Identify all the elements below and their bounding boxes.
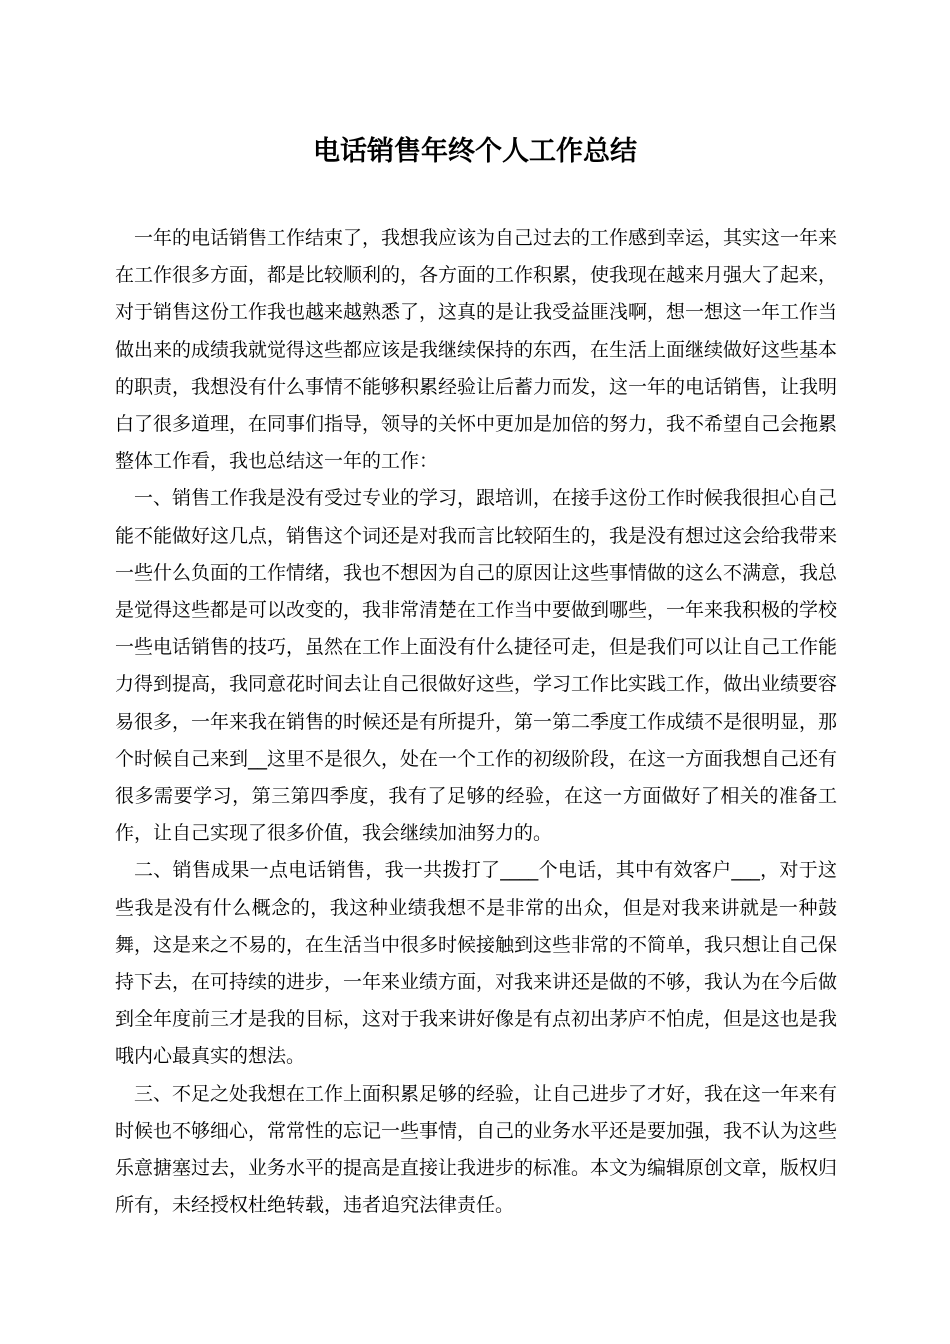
paragraph-section-2: 二、销售成果一点电话销售，我一共拨打了____个电话，其中有效客户___，对于这些我是没有什么概念的，我这种业绩我想不是非常的出众，但是对我来讲就是一种鼓舞，这是来之不易的，在生活当中很多时候接触到这些非常的不简单，我只想让自己保持下去，在可持续的进步，一年来业绩方面，对我来讲还是做的不够，我认为在今后做到全年度前三才是我的目标，这对于我来讲好像是有点初出茅庐不怕虎，但是这也是我哦内心最真实的想法。 xyxy=(115,859,838,1068)
paragraph-intro: 一年的电话销售工作结束了，我想我应该为自己过去的工作感到幸运，其实这一年来在工作很多方面，都是比较顺利的，各方面的工作积累，使我现在越来月强大了起来，对于销售这份工作我也越来越熟悉了，这真的是让我受益匪浅啊，想一想这一年工作当做出来的成绩我就觉得这些都应该是我继续保持的东西，在生活上面继续做好这些基本的职责，我想没有什么事情不能够积累经验让后蓄力而发，这一年的电话销售，让我明白了很多道理，在同事们指导，领导的关怀中更加是加倍的努力，我不希望自己会拖累整体工作看，我也总结这一年的工作： xyxy=(115,227,838,473)
document-body xyxy=(115,220,837,1224)
document-title: 电话销售年终个人工作总结 xyxy=(313,136,637,167)
paragraph-section-3: 三、不足之处我想在工作上面积累足够的经验，让自己进步了才好，我在这一年来有时候也不够细心，常常性的忘记一些事情，自己的业务水平还是要加强，我不认为这些乐意搪塞过去，业务水平的提高是直接让我进步的标准。本文为编辑原创文章，版权归所有，未经授权杜绝转载，违者追究法律责任。 xyxy=(115,1082,838,1217)
paragraph-section-1: 一、销售工作我是没有受过专业的学习，跟培训，在接手这份工作时候我很担心自己能不能做好这几点，销售这个词还是对我而言比较陌生的，我是没有想过这会给我带来一些什么负面的工作情绪，我也不想因为自己的原因让这些事情做的这么不满意，我总是觉得这些都是可以改变的，我非常清楚在工作当中要做到哪些，一年来我积极的学校一些电话销售的技巧，虽然在工作上面没有什么捷径可走，但是我们可以让自己工作能力得到提高，我同意花时间去让自己很做好这些，学习工作比实践工作，做出业绩要容易很多，一年来我在销售的时候还是有所提升，第一第二季度工作成绩不是很明显，那个时候自己来到__这里不是很久，处在一个工作的初级阶段，在这一方面我想自己还有很多需要学习，第三第四季度，我有了足够的经验，在这一方面做好了相关的准备工作，让自己实现了很多价值，我会继续加油努力的。 xyxy=(115,487,838,845)
